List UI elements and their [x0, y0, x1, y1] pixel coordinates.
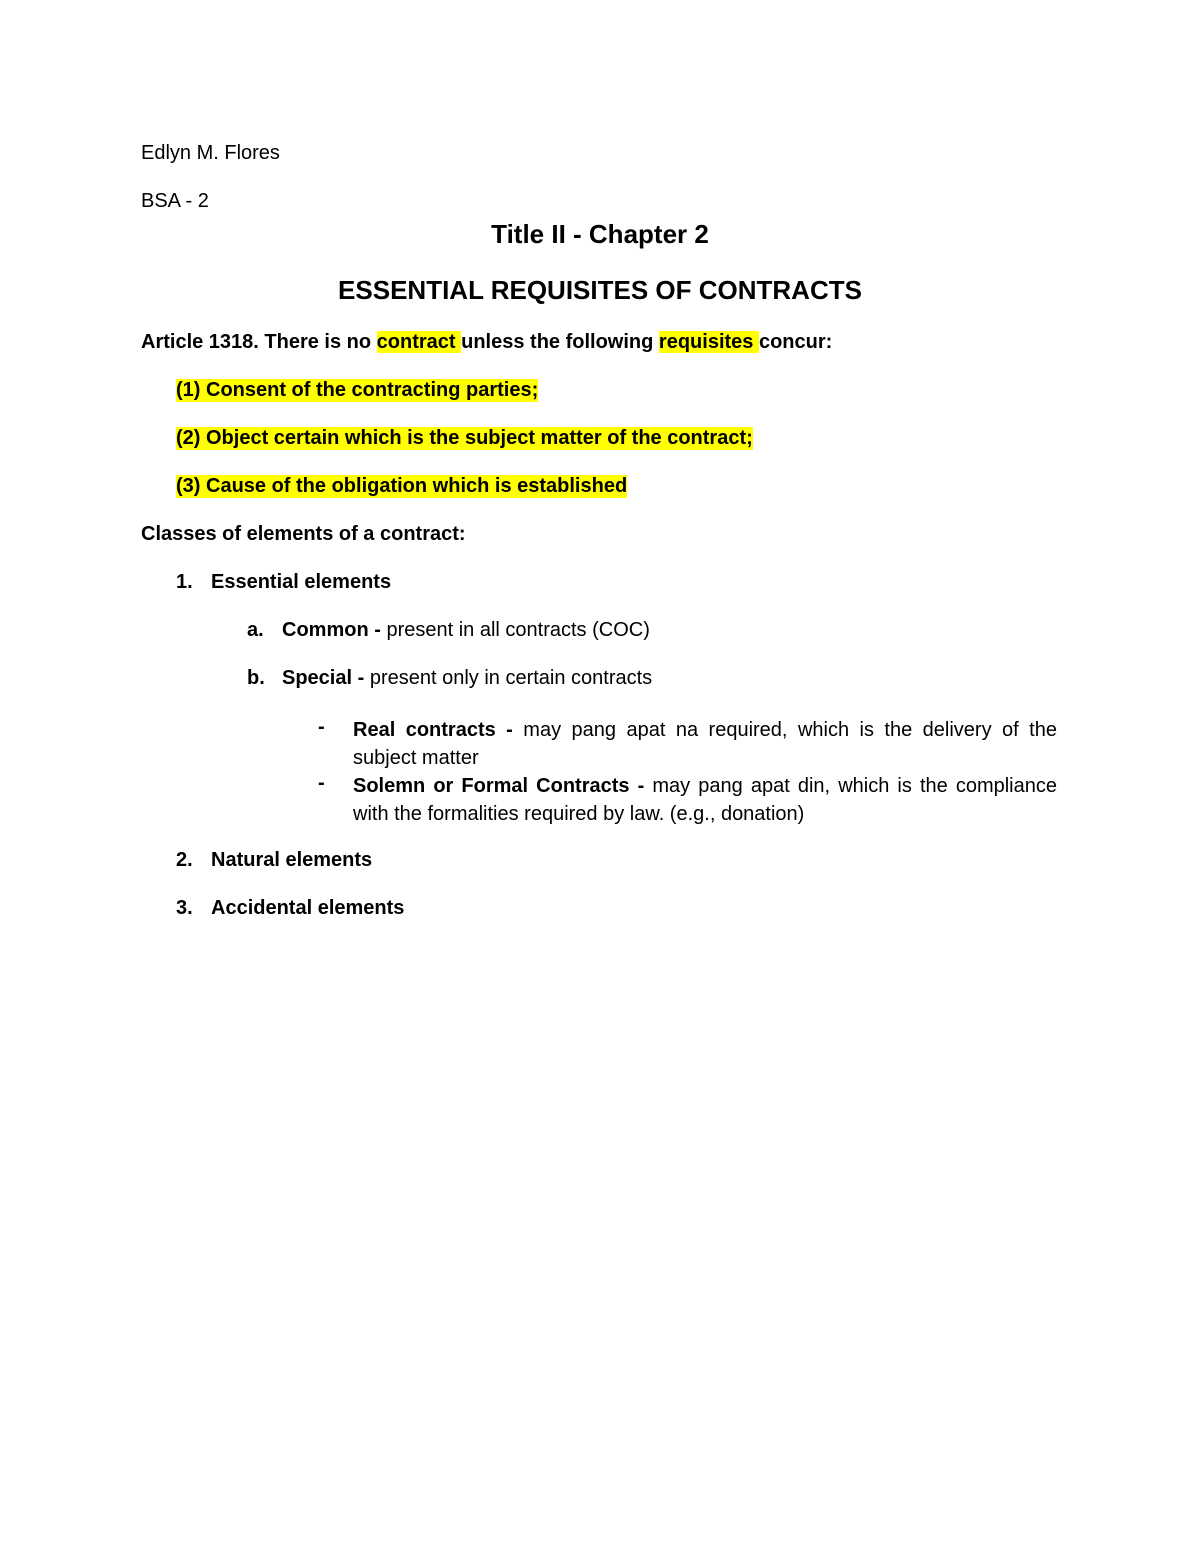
- classes-heading: Classes of elements of a contract:: [141, 523, 466, 545]
- article-suffix: concur:: [758, 331, 833, 353]
- highlight-contract: contract: [376, 331, 462, 353]
- common-desc: present in all contracts (COC): [380, 619, 650, 641]
- real-contracts-desc: may pang apat na required, which is the delivery of the subject matter: [353, 719, 1057, 769]
- real-contracts-bullet: [353, 716, 1057, 772]
- natural-elements-label: Natural elements: [211, 849, 373, 871]
- document-subtitle: ESSENTIAL REQUISITES OF CONTRACTS: [338, 275, 862, 305]
- solemn-contracts-desc: may pang apat din, which is the compliance with the formalities required by law. (e.g., donation): [353, 775, 1057, 825]
- highlight-requisites: requisites: [658, 331, 759, 353]
- bullet-dash-real: -: [318, 716, 325, 738]
- bullet-dash-solemn: -: [318, 772, 325, 794]
- special-desc: present only in certain contracts: [364, 667, 653, 689]
- common-term: Common -: [282, 619, 381, 641]
- article-mid: unless the following: [461, 331, 659, 353]
- requisite-consent: (1) Consent of the contracting parties;: [176, 379, 539, 401]
- accidental-elements-label: Accidental elements: [211, 897, 405, 919]
- article-1318: [141, 331, 832, 354]
- essential-elements-label: Essential elements: [211, 571, 392, 593]
- article-prefix: Article 1318. There is no: [141, 331, 377, 353]
- sub-letter-a: a.: [247, 619, 264, 641]
- real-contracts-term: Real contracts -: [353, 719, 513, 741]
- list-number-3: 3.: [176, 897, 193, 919]
- sub-letter-b: b.: [247, 667, 265, 689]
- document-title: Title II - Chapter 2: [491, 219, 709, 249]
- solemn-contracts-bullet: [353, 772, 1057, 828]
- special-element: [282, 667, 652, 690]
- course-label: BSA - 2: [141, 190, 209, 212]
- solemn-contracts-term: Solemn or Formal Contracts -: [353, 775, 645, 797]
- common-element: [282, 619, 650, 642]
- special-term: Special -: [282, 667, 365, 689]
- requisite-cause: (3) Cause of the obligation which is established: [176, 475, 628, 497]
- list-number-1: 1.: [176, 571, 193, 593]
- list-number-2: 2.: [176, 849, 193, 871]
- author-name: Edlyn M. Flores: [141, 142, 280, 164]
- requisite-object: (2) Object certain which is the subject matter of the contract;: [176, 427, 753, 449]
